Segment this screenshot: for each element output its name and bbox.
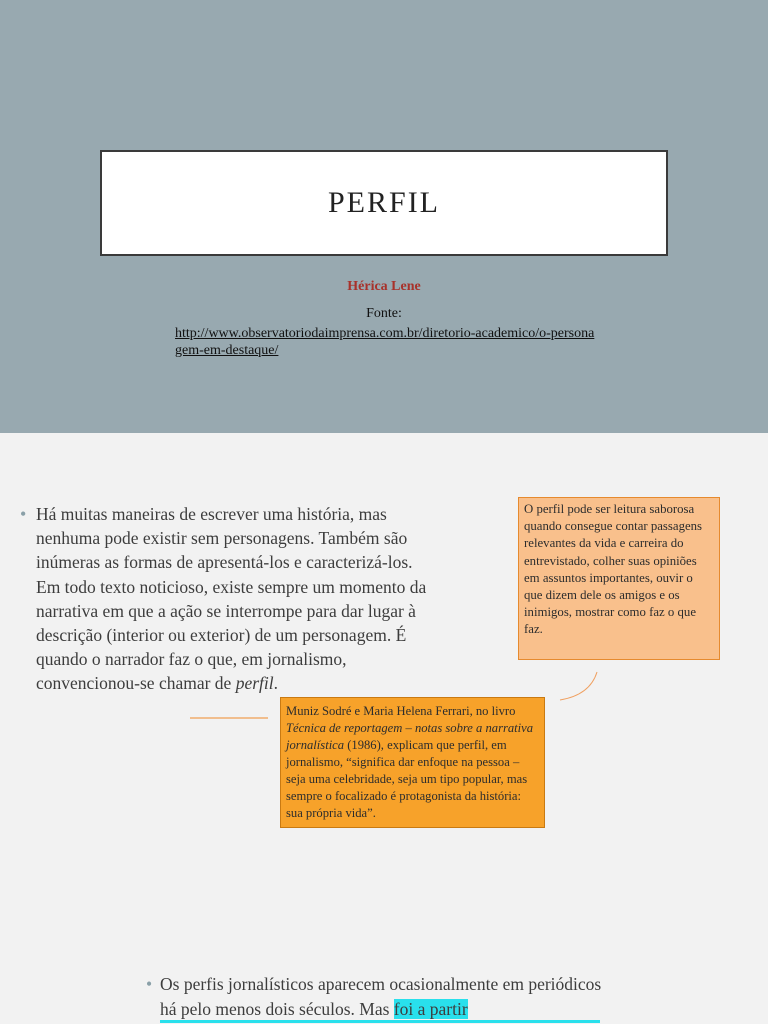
callout-note-top: O perfil pode ser leitura saborosa quando consegue contar passagens relevantes da vida e carreira do entrevistado, colher suas opiniões em assuntos importantes, ouvir o que dizem dele os amigos e os inimigos, mostrar como faz o que faz. (518, 497, 720, 660)
bullet-dot-icon: • (146, 974, 153, 994)
highlight-underline (160, 1020, 600, 1023)
perfil-italic: perfil (235, 673, 274, 694)
highlighted-text: foi a partir (393, 998, 468, 1019)
main-bullet (20, 502, 440, 696)
bullet-dot-icon: • (20, 504, 27, 524)
title-slide (0, 0, 768, 433)
slide-title: PERFIL (327, 186, 441, 219)
main-bullet-text: Há muitas maneiras de escrever uma história, mas nenhuma pode existir sem personagens. Também são inúmeras as formas de apresentá-los e caracterizá-los. Em todo texto noticioso, existe sempre um momento da narrativa em que a ação se interrompe para dar lugar à descrição (interior ou exterior) de um personagem. É quando o narrador faz o que, em jornalismo, convencionou-se chamar de perfil. (36, 504, 427, 694)
callout-note-bottom: Muniz Sodré e Maria Helena Ferrari, no livro Técnica de reportagem – notas sobre a narrativa jornalística (1986), explicam que perfil, em jornalismo, “significa dar enfoque na pessoa – seja uma celebridade, seja um tipo popular, mas sempre o focalizado é protagonista da história: sua própria vida”. (280, 697, 545, 828)
book-title: Técnica de reportagem – notas sobre a narrativa jornalística (286, 721, 534, 752)
source-link[interactable]: http://www.observatoriodaimprensa.com.br/diretorio-academico/o-personagem-em-destaque/ (175, 326, 595, 358)
author-name: Hérica Lene (347, 279, 421, 294)
title-box (100, 150, 668, 256)
second-bullet-text: Os perfis jornalísticos aparecem ocasionalmente em periódicos há pelo menos dois séculos. Mas foi a partir (160, 974, 602, 1019)
source-label: Fonte: (366, 306, 402, 321)
second-bullet (146, 972, 616, 1021)
